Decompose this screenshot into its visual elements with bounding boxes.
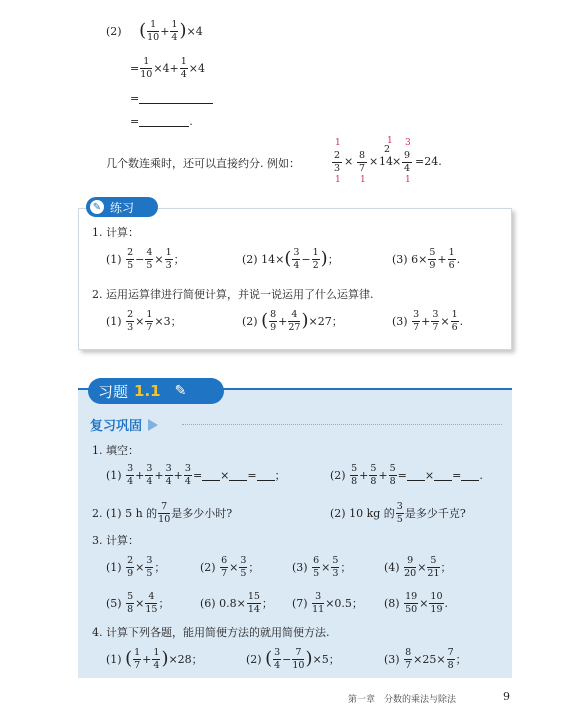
practice-q2-label: 2. 运用运算律进行简便计算，并说一说运用了什么运算律.	[92, 288, 374, 301]
ex-q4-c: (3) $\frac{8}{7}$ ×25× $\frac{7}{8}$ ；	[384, 647, 467, 671]
example-line-1: (2) ( $\frac{1}{10}$ + $\frac{1}{4}$ ) ×4	[106, 19, 203, 43]
ex-q3-3: (3) $\frac{6}{5}$ × $\frac{5}{3}$ ；	[292, 555, 352, 579]
arrow-icon	[148, 419, 158, 431]
ex-q3-label: 3. 计算：	[92, 534, 139, 547]
answer-blank	[139, 93, 213, 104]
ex-q2-b: (2) 10 kg 的 $\frac{3}{5}$ 是多少千克?	[330, 501, 466, 525]
ex-q2-a: 2. (1) 5 h 的 $\frac{7}{10}$ 是多少小时?	[92, 501, 233, 525]
pencil-icon: ✎	[90, 200, 104, 214]
example-line-2: = $\frac{1}{10}$ ×4 + $\frac{1}{4}$ ×4	[130, 56, 206, 80]
answer-blank	[139, 116, 189, 127]
ex-q3-5: (5) $\frac{5}{8}$ × $\frac{4}{15}$ ；	[106, 591, 170, 615]
chapter-footer: 第一章 分数的乘法与除法	[348, 695, 457, 705]
practice-tab: ✎ 练习	[86, 197, 158, 217]
fraction: $\frac{1}{10}$	[147, 19, 160, 43]
example-line-3: =	[130, 92, 213, 105]
ex-q3-4: (4) $\frac{9}{20}$ × $\frac{5}{21}$ ；	[384, 555, 452, 579]
ex-q1-b: (2) $\frac{5}{8}$ + $\frac{5}{8}$ + $\frac{5}{8}$ = × = .	[330, 463, 483, 487]
example-line-4: = .	[130, 115, 193, 128]
practice-q2-a: (1) $\frac{2}{3}$ × $\frac{1}{7}$ ×3；	[106, 309, 182, 333]
ex-q3-7: (7) $\frac{3}{11}$ ×0.5；	[292, 591, 363, 615]
ex-q3-8: (8) $\frac{19}{50}$ × $\frac{10}{19}$ .	[384, 591, 448, 615]
practice-q1-c: (3) 6× $\frac{5}{9}$ + $\frac{1}{6}$ .	[392, 247, 461, 271]
practice-q2-b: (2) ( $\frac{8}{9}$ + $\frac{4}{27}$ ) ×27；	[242, 309, 343, 333]
practice-q2-c: (3) $\frac{3}{7}$ + $\frac{3}{7}$ × $\frac{1}{6}$ .	[392, 309, 464, 333]
cancellation-note: 几个数连乘时，还可以直接约分. 例如：	[106, 157, 300, 170]
ex-q3-2: (2) $\frac{6}{7}$ × $\frac{3}{5}$ ；	[200, 555, 260, 579]
dotted-rule	[182, 424, 502, 425]
ex-q4-label: 4. 计算下列各题，能用简便方法的就用简便方法.	[92, 626, 330, 639]
ex-q1-a: (1) $\frac{3}{4}$ + $\frac{3}{4}$ + $\frac{3}{4}$ + $\frac{3}{4}$ = × = ；	[106, 463, 286, 487]
practice-q1-a: (1) $\frac{2}{5}$ − $\frac{4}{5}$ × $\frac{1}{3}$ ；	[106, 247, 185, 271]
ex-q3-6: (6) 0.8× $\frac{15}{14}$ ；	[200, 591, 273, 615]
pen-icon: ✎	[174, 383, 187, 399]
page-number: 9	[503, 690, 510, 703]
ex-q4-a: (1) ( $\frac{1}{7}$ + $\frac{1}{4}$ ) ×28；	[106, 647, 203, 671]
exercise-tab: 习题 1.1 ✎	[88, 378, 224, 404]
ex-q4-b: (2) ( $\frac{3}{4}$ − $\frac{7}{10}$ ) ×5；	[246, 647, 340, 671]
ex-q1-label: 1. 填空：	[92, 444, 139, 457]
fraction: $\frac{1}{4}$	[171, 19, 178, 43]
practice-q1-b: (2) 14× ( $\frac{3}{4}$ − $\frac{1}{2}$ ) ；	[242, 247, 339, 271]
ex-q3-1: (1) $\frac{2}{9}$ × $\frac{3}{5}$ ；	[106, 555, 166, 579]
practice-q1-label: 1. 计算：	[92, 226, 139, 239]
review-heading: 复习巩固	[90, 415, 158, 434]
cancellation-example: 1 2 3 1 × 8 7 1 × 1 2 14 × 3 9 4 1 =24.	[333, 136, 442, 185]
